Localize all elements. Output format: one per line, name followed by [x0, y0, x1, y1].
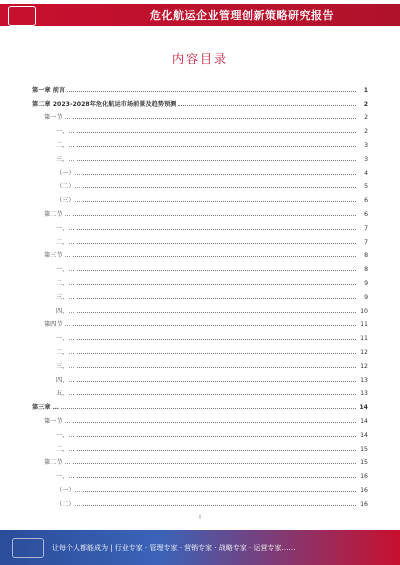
toc-entry-text: 一、… — [56, 128, 75, 136]
table-of-contents — [32, 80, 368, 510]
toc-leader-dots — [61, 408, 356, 409]
toc-leader-dots — [77, 229, 356, 230]
toc-entry-page: 1 — [363, 86, 368, 94]
toc-entry-text: 三、… — [56, 362, 75, 370]
toc-entry-page: 13 — [360, 390, 368, 398]
toc-entry[interactable] — [32, 328, 368, 342]
toc-entry-page: 12 — [360, 348, 368, 356]
toc-entry-page: 2 — [364, 114, 368, 122]
toc-entry[interactable] — [32, 80, 368, 94]
toc-entry[interactable] — [32, 384, 368, 398]
toc-entry-text: 二、… — [56, 348, 75, 356]
toc-leader-dots — [67, 91, 356, 92]
footer-slogan: 让每个人都能成为 | 行业专家 · 管理专家 · 营销专家 · 战略专家 · 运营专家…… — [52, 544, 296, 552]
toc-entry[interactable] — [32, 94, 368, 108]
toc-entry[interactable] — [32, 494, 368, 508]
toc-entry-text: （二）… — [56, 500, 81, 508]
toc-entry-page: 15 — [360, 445, 368, 453]
toc-leader-dots — [178, 105, 356, 106]
toc-entry-text: 第一节 … — [44, 114, 71, 122]
toc-entry-page: 11 — [360, 335, 368, 343]
toc-entry-text: 一、… — [56, 266, 75, 274]
toc-entry-text: 第三章 … — [32, 404, 59, 412]
toc-entry[interactable] — [32, 301, 368, 315]
toc-leader-dots — [77, 367, 356, 368]
toc-entry[interactable] — [32, 315, 368, 329]
toc-leader-dots — [77, 450, 356, 451]
toc-entry-page: 7 — [364, 238, 368, 246]
toc-entry[interactable] — [32, 204, 368, 218]
toc-entry-page: 16 — [360, 473, 368, 481]
toc-leader-dots — [77, 132, 356, 133]
toc-entry-page: 12 — [360, 362, 368, 370]
toc-entry-page: 6 — [364, 210, 368, 218]
toc-entry-page: 2 — [364, 128, 368, 136]
toc-entry[interactable] — [32, 370, 368, 384]
toc-entry-text: 二、… — [56, 238, 75, 246]
toc-entry[interactable] — [32, 121, 368, 135]
toc-entry[interactable] — [32, 425, 368, 439]
toc-leader-dots — [77, 298, 356, 299]
toc-leader-dots — [77, 160, 356, 161]
toc-entry-page: 6 — [364, 197, 368, 205]
toc-entry[interactable] — [32, 453, 368, 467]
toc-entry-text: 第三节 … — [44, 252, 71, 260]
toc-entry-page: 14 — [359, 404, 368, 412]
toc-entry-page: 10 — [360, 307, 368, 315]
toc-entry[interactable] — [32, 480, 368, 494]
toc-entry-text: 四、… — [56, 376, 75, 384]
toc-leader-dots — [77, 353, 356, 354]
toc-leader-dots — [83, 505, 356, 506]
toc-entry-text: 第一章 前言 — [32, 86, 66, 94]
toc-entry-page: 2 — [363, 100, 368, 108]
toc-entry[interactable] — [32, 232, 368, 246]
toc-entry-text: 一、… — [56, 224, 75, 232]
toc-leader-dots — [77, 243, 356, 244]
toc-leader-dots — [83, 201, 356, 202]
toc-entry[interactable] — [32, 397, 368, 411]
toc-entry[interactable] — [32, 190, 368, 204]
toc-entry-text: 二、… — [56, 141, 75, 149]
toc-entry-page: 13 — [360, 376, 368, 384]
toc-entry-text: 一、… — [56, 335, 75, 343]
toc-entry[interactable] — [32, 411, 368, 425]
toc-entry-page: 8 — [364, 266, 368, 274]
toc-entry-text: 第二章 2023-2028年危化航运市场前景及趋势预测 — [32, 100, 177, 108]
toc-entry-text: 第四节 … — [44, 321, 71, 329]
toc-entry-page: 16 — [360, 486, 368, 494]
toc-entry-text: 三、… — [56, 155, 75, 163]
toc-entry[interactable] — [32, 342, 368, 356]
toc-entry[interactable] — [32, 273, 368, 287]
toc-leader-dots — [77, 477, 356, 478]
page-number: I — [199, 514, 201, 521]
toc-entry-text: 一、… — [56, 431, 75, 439]
toc-entry-page: 15 — [360, 459, 368, 467]
toc-entry-text: 一、… — [56, 473, 75, 481]
toc-entry[interactable] — [32, 163, 368, 177]
toc-entry-text: （二）… — [56, 183, 81, 191]
toc-entry-page: 11 — [360, 321, 368, 329]
toc-leader-dots — [83, 187, 356, 188]
page-header — [0, 0, 400, 28]
footer-logo-icon — [12, 538, 44, 558]
toc-heading: 内容目录 — [171, 52, 228, 66]
toc-entry[interactable] — [32, 259, 368, 273]
toc-leader-dots — [73, 118, 356, 119]
toc-leader-dots — [73, 215, 356, 216]
report-title: 危化航运企业管理创新策略研究报告 — [150, 9, 334, 22]
toc-entry[interactable] — [32, 356, 368, 370]
toc-entry-page: 7 — [364, 224, 368, 232]
toc-leader-dots — [77, 270, 356, 271]
toc-entry[interactable] — [32, 108, 368, 122]
toc-entry-page: 14 — [360, 417, 368, 425]
page-footer — [0, 530, 400, 565]
toc-leader-dots — [77, 394, 356, 395]
toc-entry-text: 四、… — [56, 307, 75, 315]
toc-entry[interactable] — [32, 287, 368, 301]
toc-entry-page: 3 — [364, 141, 368, 149]
toc-leader-dots — [73, 463, 356, 464]
toc-entry-page: 9 — [364, 279, 368, 287]
toc-entry-text: 第二节 … — [44, 210, 71, 218]
toc-leader-dots — [77, 146, 356, 147]
toc-entry-text: 三、… — [56, 293, 75, 301]
toc-entry[interactable] — [32, 177, 368, 191]
toc-entry-text: （一）… — [56, 169, 81, 177]
toc-leader-dots — [77, 339, 356, 340]
toc-entry-page: 9 — [364, 293, 368, 301]
toc-leader-dots — [73, 422, 356, 423]
toc-leader-dots — [83, 491, 356, 492]
toc-entry-page: 3 — [364, 155, 368, 163]
toc-entry[interactable] — [32, 149, 368, 163]
toc-entry-text: 二、… — [56, 279, 75, 287]
toc-leader-dots — [83, 174, 356, 175]
toc-leader-dots — [73, 325, 356, 326]
toc-entry[interactable] — [32, 135, 368, 149]
toc-entry-page: 5 — [364, 183, 368, 191]
toc-entry[interactable] — [32, 439, 368, 453]
toc-entry-text: （一）… — [56, 486, 81, 494]
toc-entry-page: 14 — [360, 431, 368, 439]
toc-entry[interactable] — [32, 246, 368, 260]
toc-entry[interactable] — [32, 218, 368, 232]
toc-entry-page: 4 — [364, 169, 368, 177]
toc-entry-text: （三）… — [56, 197, 81, 205]
toc-entry-page: 8 — [364, 252, 368, 260]
toc-leader-dots — [77, 312, 356, 313]
toc-leader-dots — [73, 256, 356, 257]
toc-leader-dots — [77, 381, 356, 382]
toc-leader-dots — [77, 284, 356, 285]
toc-entry-text: 二、… — [56, 445, 75, 453]
toc-entry-text: 第一节 … — [44, 417, 71, 425]
toc-leader-dots — [77, 436, 356, 437]
toc-entry-page: 16 — [360, 500, 368, 508]
toc-entry[interactable] — [32, 466, 368, 480]
toc-entry-text: 五、… — [56, 390, 75, 398]
toc-entry-text: 第二节 … — [44, 459, 71, 467]
toc-entry[interactable] — [32, 508, 368, 510]
logo-icon — [8, 6, 36, 26]
